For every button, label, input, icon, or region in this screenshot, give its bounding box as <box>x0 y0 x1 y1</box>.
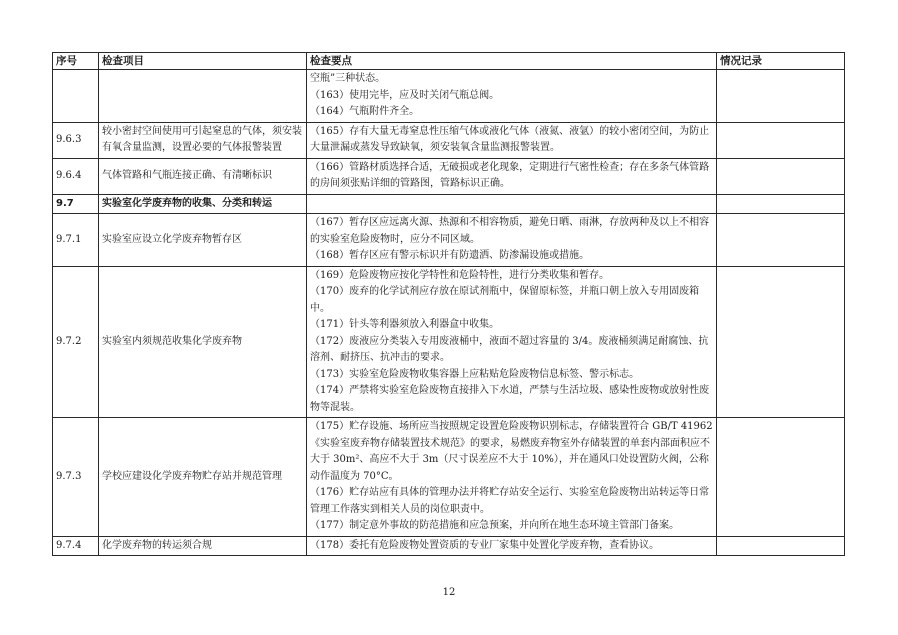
point-text: （174）严禁将实验室危险废物直接排入下水道，严禁与生活垃圾、感染性废物或放射性废物等混装。 <box>310 385 710 413</box>
table-row <box>53 418 845 537</box>
row-points <box>307 194 717 214</box>
section-title: 实验室化学废弃物的收集、分类和转运 <box>99 194 307 214</box>
row-number: 9.7.2 <box>53 266 99 418</box>
point-text: （177）制定意外事故的防范措施和应急预案，并向所在地生态环境主管部门备案。 <box>310 520 680 531</box>
point-text: （173）实验室危险废物收集容器上应粘贴危险废物信息标签、警示标志。 <box>310 368 640 380</box>
row-item: 学校应建设化学废弃物贮存站并规范管理 <box>99 418 307 537</box>
row-number: 9.7.1 <box>53 214 99 267</box>
row-number: 9.6.3 <box>53 122 99 158</box>
row-item <box>99 70 307 123</box>
point-text: （163）使用完毕，应及时关闭气瓶总阀。 <box>310 89 500 101</box>
point-text: （178）委托有危险废物处置资质的专业厂家集中处置化学废弃物，查看协议。 <box>310 539 660 551</box>
row-number: 9.7.3 <box>53 418 99 537</box>
point-text: （171）针头等利器须放入利器盒中收集。 <box>310 319 500 330</box>
col-header-no: 序号 <box>53 53 99 70</box>
point-text: （176）贮存站应有具体的管理办法并将贮存站安全运行、实验室危险废物出站转运等日常管理工作落实到相关人员的岗位职责中。 <box>310 487 710 515</box>
point-text: （166）管路材质选择合适，无破损或老化现象，定期进行气密性检查；存在多条气体管路的房间须张贴详细的管路图，管路标识正确。 <box>310 161 710 189</box>
row-record <box>717 266 845 418</box>
section-row <box>53 194 845 214</box>
row-item: 实验室内须规范收集化学废弃物 <box>99 266 307 418</box>
table-row <box>53 70 845 123</box>
point-text: （172）废液应分类装入专用废液桶中，液面不超过容量的 3/4。废液桶须满足耐腐蚀、抗溶剂、耐挤压、抗冲击的要求。 <box>310 335 709 363</box>
row-number: 9.7.4 <box>53 536 99 556</box>
point-text: （175）贮存设施、场所应当按照规定设置危险废物识别标志，存储装置符合 GB/T 41962《实验室废弃物存储装置技术规范》的要求，易燃废弃物室外存储装置的单套内部面积应不大于 30m²、高应不大于 3m（尺寸误差应不大于 10%），并在通风口处设置防火阀，公称动作温度为 70°C。 <box>310 421 713 482</box>
page-number: 12 <box>442 587 456 598</box>
col-header-item: 检查项目 <box>99 53 307 70</box>
row-points <box>307 70 717 123</box>
point-text: （165）存有大量无毒窒息性压缩气体或液化气体（液氮、液氩）的较小密闭空间，为防止大量泄漏或蒸发导致缺氧，须安装氧含量监测报警装置。 <box>310 125 710 153</box>
table-row <box>53 122 845 158</box>
row-record <box>717 536 845 556</box>
point-text: 空瓶”三种状态。 <box>310 73 386 84</box>
row-record <box>717 194 845 214</box>
row-record <box>717 418 845 537</box>
point-text: （167）暂存区应远离火源、热源和不相容物质，避免日晒、雨淋，存放两种及以上不相容的实验室危险废物时，应分不同区域。 <box>310 217 710 245</box>
row-item: 气体管路和气瓶连接正确、有清晰标识 <box>99 158 307 194</box>
row-record <box>717 158 845 194</box>
col-header-points: 检查要点 <box>307 53 717 70</box>
row-record <box>717 70 845 123</box>
table-row <box>53 536 845 556</box>
row-points <box>307 122 717 158</box>
point-text: （164）气瓶附件齐全。 <box>310 106 420 117</box>
row-record <box>717 214 845 267</box>
table-row <box>53 266 845 418</box>
col-header-record: 情况记录 <box>717 53 845 70</box>
row-item: 较小密封空间使用可引起窒息的气体，须安装有氧含量监测，设置必要的气体报警装置 <box>99 122 307 158</box>
row-points <box>307 418 717 537</box>
row-record <box>717 122 845 158</box>
point-text: （169）危险废物应按化学特性和危险特性，进行分类收集和暂存。 <box>310 269 610 281</box>
inspection-table <box>52 52 845 556</box>
row-item: 实验室应设立化学废弃物暂存区 <box>99 214 307 267</box>
table-row <box>53 158 845 194</box>
row-points <box>307 266 717 418</box>
row-number: 9.6.4 <box>53 158 99 194</box>
row-number <box>53 70 99 123</box>
table-row <box>53 214 845 267</box>
row-points <box>307 158 717 194</box>
row-item: 化学废弃物的转运须合规 <box>99 536 307 556</box>
point-text: （168）暂存区应有警示标识并有防遗洒、防渗漏设施或措施。 <box>310 250 590 261</box>
row-points <box>307 214 717 267</box>
table-header-row <box>53 53 845 70</box>
point-text: （170）废弃的化学试剂应存放在原试剂瓶中，保留原标签，并瓶口朝上放入专用固废箱中。 <box>310 286 700 314</box>
section-number: 9.7 <box>53 194 99 214</box>
row-points <box>307 536 717 556</box>
